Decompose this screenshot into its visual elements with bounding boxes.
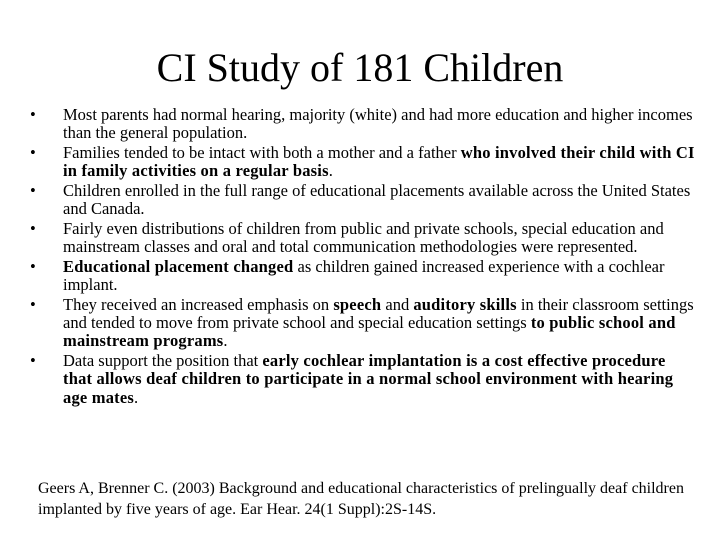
bullet-segment: and	[381, 295, 414, 314]
citation: Geers A, Brenner C. (2003) Background and educational characteristics of prelingually deaf children implanted by five years of age. Ear Hear. 24(1 Suppl):2S-14S.	[38, 480, 684, 518]
bullet-item	[28, 106, 696, 142]
bullet-segment: .	[223, 331, 228, 351]
bullet-emphasis: to public school and mainstream programs	[63, 313, 676, 351]
bullet-emphasis: early cochlear implantation is a cost effective procedure that allows deaf children to participate in a normal school environment with hearing age mates	[63, 351, 674, 407]
bullet-text	[63, 352, 696, 407]
bullet-text	[63, 144, 696, 180]
bullet-segment: Most parents had normal hearing, majority (white) and had more education and higher incomes than the general population.	[63, 105, 693, 143]
bullet-item	[28, 182, 696, 218]
bullet-marker: •	[30, 143, 36, 162]
bullet-segment: in their classroom settings and tended to move from private school and special education settings	[63, 295, 694, 333]
bullet-segment: .	[328, 161, 333, 181]
bullet-segment: Families tended to be intact with both a mother and a father	[63, 143, 461, 162]
bullet-segment: Data support the position that	[63, 351, 263, 371]
bullet-text	[63, 220, 696, 256]
bullet-marker: •	[30, 351, 36, 371]
bullet-text	[63, 182, 696, 218]
bullet-text	[63, 258, 696, 294]
bullet-item	[28, 296, 696, 351]
slide-title: CI Study of 181 Children	[156, 45, 564, 90]
bullet-marker: •	[30, 181, 36, 200]
bullet-item	[28, 258, 696, 294]
bullet-emphasis: who involved their child with CI in family activities on a regular basis	[63, 143, 695, 181]
bullet-item	[28, 220, 696, 256]
bullet-emphasis: Educational placement changed	[63, 257, 294, 276]
bullet-segment: They received an increased emphasis on	[63, 295, 334, 314]
bullet-item	[28, 144, 696, 180]
bullet-item	[28, 352, 696, 407]
bullet-text	[63, 296, 696, 351]
bullet-marker: •	[30, 105, 36, 124]
bullet-segment: as children gained increased experience with a cochlear implant.	[63, 257, 665, 295]
bullet-emphasis: auditory skills	[413, 295, 517, 314]
bullet-marker: •	[30, 295, 36, 314]
bullet-marker: •	[30, 257, 36, 276]
bullet-text	[63, 106, 696, 142]
bullet-segment: .	[133, 387, 139, 407]
bullet-marker: •	[30, 219, 36, 238]
bullet-list	[28, 106, 696, 408]
bullet-segment: Children enrolled in the full range of educational placements available across the United States and Canada.	[63, 181, 691, 219]
bullet-segment: Fairly even distributions of children from public and private schools, special education and mainstream classes and oral and total communication methodologies were represented.	[63, 219, 664, 257]
bullet-emphasis: speech	[333, 295, 382, 314]
